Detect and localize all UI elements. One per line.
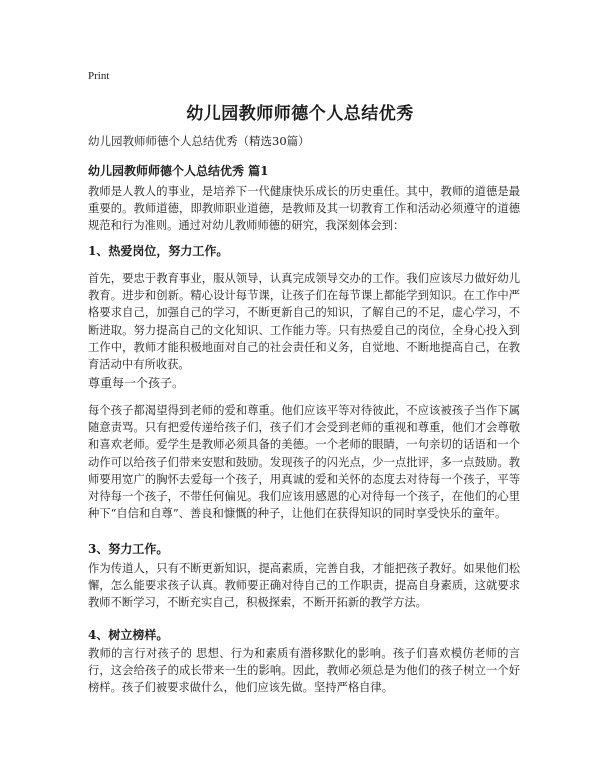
point3-paragraph: 作为传道人，只有不断更新知识，提高素质，完善自我，才能把孩子教好。如果他们松懈，怎么能要求孩子认真。教师要正确对待自己的工作职责，提高自身素质，这就要求教师不断学习，不断充实自己，积极探索，不断开拓新的教学方法。 <box>88 562 520 610</box>
document-title: 幼儿园教师师德个人总结优秀 <box>186 104 414 124</box>
point1-heading: 1、热爱岗位，努力工作。 <box>88 244 229 258</box>
point2-heading: 尊重每一个孩子。 <box>88 376 185 390</box>
point1-paragraph: 首先，要忠于教育事业，服从领导，认真完成领导交办的工作。我们应该尽力做好幼儿教育。进步和创新。精心设计每节课，让孩子们在每节课上都能学到知识。在工作中严格要求自己，加强自己的学习，不断更新自己的知识，了解自己的不足，虚心学习，不断进取。努力提高自己的文化知识、工作能力等。只有热爱自己的岗位，全身心投入到工作中，教师才能积极地面对自己的社会责任和义务，自觉地、不断地提高自己，在教育活动中有所收获。 <box>88 272 520 372</box>
intro-paragraph: 教师是人教人的事业，是培养下一代健康快乐成长的历史重任。其中，教师的道德是最重要的。教师道德，即教师职业道德，是教师及其一切教育工作和活动必须遵守的道德规范和行为准则。通过对幼儿教师师德的研究，我深刻体会到： <box>88 185 520 233</box>
point4-paragraph: 教师的言行对孩子的 思想、行为和素质有潜移默化的影响。孩子们喜欢模仿老师的言行，这会给孩子的成长带来一生的影响。因此，教师必须总是为他们的孩子树立一个好榜样。孩子们被要求做什么，他们应该先做。坚持严格自律。 <box>88 647 520 695</box>
document-subtitle: 幼儿园教师师德个人总结优秀（精选30篇） <box>88 134 310 148</box>
print-link[interactable]: Print <box>88 70 110 82</box>
section-title: 幼儿园教师师德个人总结优秀 篇1 <box>88 164 269 178</box>
point3-heading: 3、努力工作。 <box>88 542 169 556</box>
point4-heading: 4、树立榜样。 <box>88 628 169 642</box>
point2-paragraph: 每个孩子都渴望得到老师的爱和尊重。他们应该平等对待彼此，不应该被孩子当作下属随意责骂。只有把爱传递给孩子们，孩子们才会受到老师的重视和尊重，他们才会尊敬和喜欢老师。爱学生是教师必须具备的美德。一个老师的眼睛，一句亲切的话语和一个动作可以给孩子们带来安慰和鼓励。发现孩子的闪光点，少一点批评，多一点鼓励。教师要用宽广的胸怀去爱每一个孩子，用真诚的爱和关怀的态度去对待每一个孩子，平等对待每一个孩子，不带任何偏见。我们应该用感恩的心对待每一个孩子，在他们的心里种下“自信和自尊”、善良和慷慨的种子，让他们在获得知识的同时享受快乐的童年。 <box>88 404 520 521</box>
